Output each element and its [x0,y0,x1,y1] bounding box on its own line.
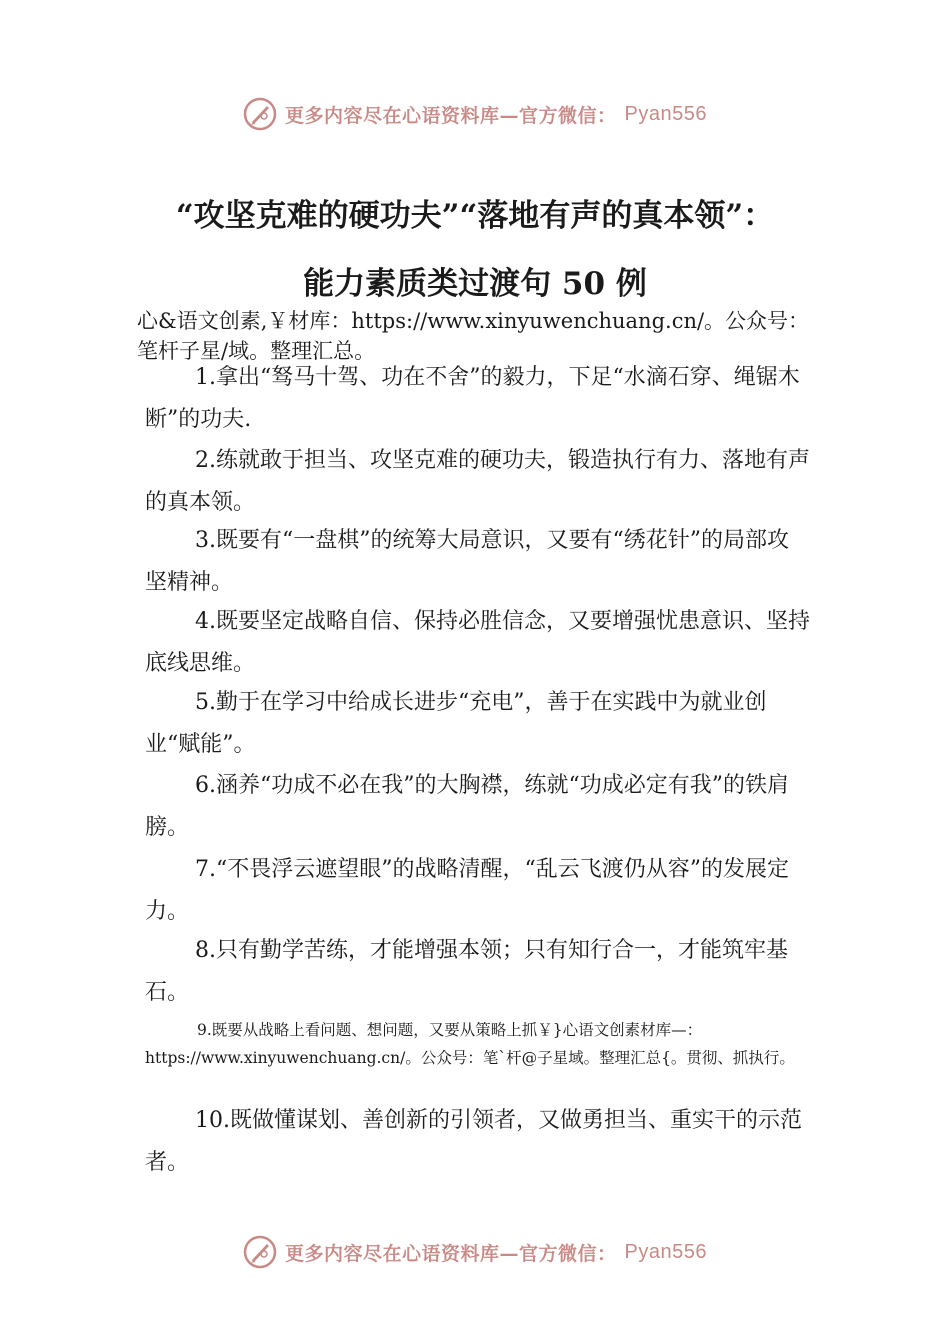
list-item: 10.既做懂谋划、善创新的引领者，又做勇担当、重实干的示范者。 [145,1108,802,1175]
header-watermark-banner [0,94,950,134]
footer-watermark-banner [0,1232,950,1272]
list-item: 9.既要从战略上看问题、想问题，又要从策略上抓￥}心语文创素材库—：https://www.xinyuwenchuang.cn/。公众号：笔`杆@子星域。整理汇总{。贯彻、抓执行。 [145,1021,795,1067]
quill-pen-logo-icon [243,97,277,131]
source-note: 心&语文创素,￥材库：https://www.xinyuwenchuang.cn/。公众号：笔杆子星/域。整理汇总。 [137,309,810,363]
list-item: 3.既要有“一盘棋”的统筹大局意识，又要有“绣花针”的局部攻坚精神。 [145,528,789,595]
document-title-line-2: 能力素质类过渡句 50 例 [303,266,647,302]
quill-pen-logo-icon [243,1235,277,1269]
list-item: 5.勤于在学习中给成长进步“充电”，善于在实践中为就业创业“赋能”。 [145,690,767,757]
banner-text: 更多内容尽在心语资料库—官方微信： [285,104,617,127]
list-item: 4.既要坚定战略自信、保持必胜信念，又要增强忧患意识、坚持底线思维。 [145,609,810,676]
list-item: 8.只有勤学苦练，才能增强本领；只有知行合一，才能筑牢基石。 [145,938,788,1005]
list-item: 1.拿出“驽马十驾、功在不舍”的毅力，下足“水滴石穿、绳锯木断”的功夫. [145,365,800,432]
list-item: 6.涵养“功成不必在我”的大胸襟，练就“功成必定有我”的铁肩膀。 [145,773,789,840]
document-title-line-1: “攻坚克难的硬功夫”“落地有声的真本领”： [175,198,775,234]
list-item: 2.练就敢于担当、攻坚克难的硬功夫，锻造执行有力、落地有声的真本领。 [145,448,810,515]
banner-text: 更多内容尽在心语资料库—官方微信： [285,1242,617,1265]
list-item: 7.“不畏浮云遮望眼”的战略清醒，“乱云飞渡仍从容”的发展定力。 [145,857,789,924]
wechat-id: Pyan556 [624,102,707,125]
wechat-id: Pyan556 [624,1240,707,1263]
